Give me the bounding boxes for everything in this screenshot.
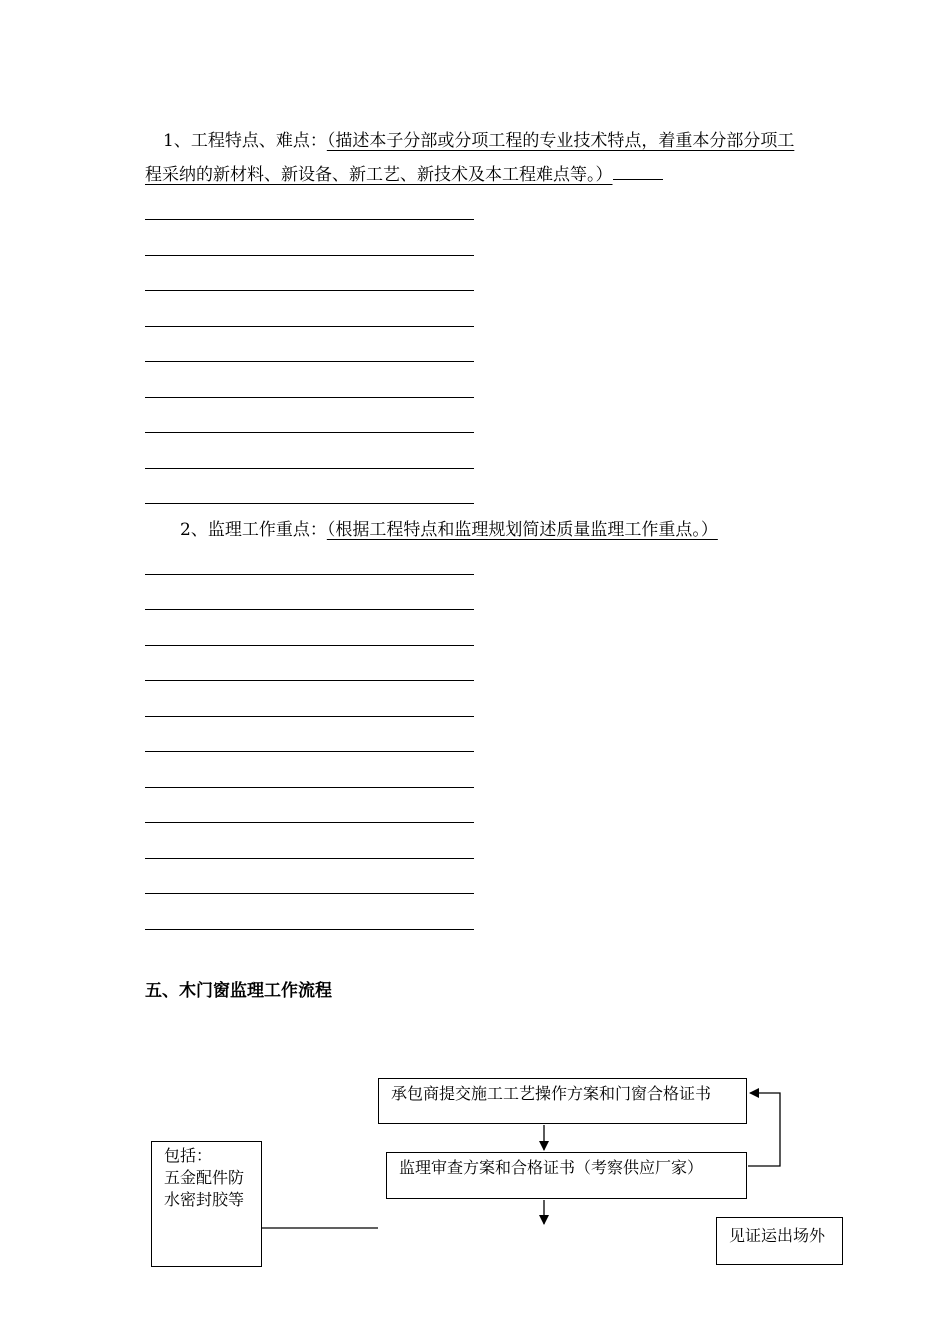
flow-box-includes-label: 包括：: [164, 1146, 213, 1165]
flow-box-includes-line2: 水密封胶等: [164, 1190, 245, 1209]
flow-box-supervision-review-text: 监理审查方案和合格证书（考察供应厂家）: [399, 1158, 704, 1177]
flow-box-includes: [151, 1141, 262, 1267]
flow-box-supervision-review: [386, 1152, 747, 1199]
section2-lead: 2、监理工作重点：: [180, 520, 327, 540]
flow-box-witness-removal-text: 见证运出场外: [729, 1226, 826, 1245]
section-heading: 五、木门窗监理工作流程: [145, 981, 332, 1001]
section2-note: （根据工程特点和监理规划简述质量监理工作重点。）: [326, 520, 718, 540]
flow-box-includes-line1: 五金配件防: [164, 1168, 245, 1187]
flow-box-contractor-submit: [378, 1078, 747, 1124]
flow-box-witness-removal: [716, 1217, 843, 1265]
section1-lead: 1、工程特点、难点：: [163, 131, 327, 151]
arrow-feedback-loop: [748, 1093, 780, 1166]
flow-box-contractor-submit-text: 承包商提交施工工艺操作方案和门窗合格证书: [391, 1084, 712, 1103]
section1-note: （描述本子分部或分项工程的专业技术特点，着重本分部分项工程采纳的新材料、新设备、新工艺、新技术及本工程难点等。）: [145, 131, 795, 185]
